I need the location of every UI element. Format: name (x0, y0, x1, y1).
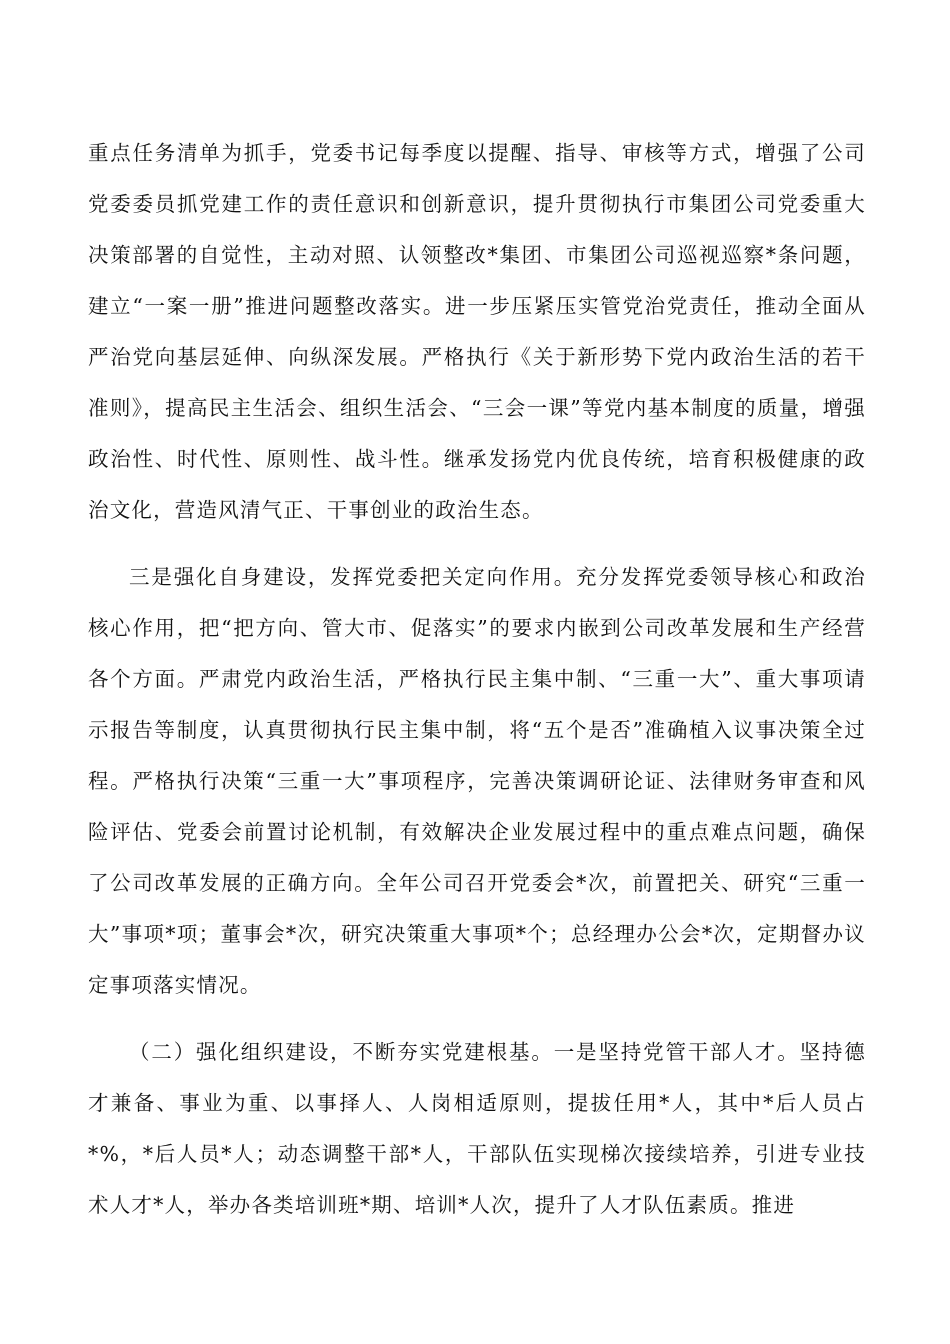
paragraph-1: 重点任务清单为抓手，党委书记每季度以提醒、指导、审核等方式，增强了公司党委委员抓党建工作的责任意识和创新意识，提升贯彻执行市集团公司党委重大决策部署的自觉性，主动对照、认领整改*集团、市集团公司巡视巡察*条问题，建立“一案一册”推进问题整改落实。进一步压紧压实管党治党责任，推动全面从严治党向基层延伸、向纵深发展。严格执行《关于新形势下党内政治生活的若干准则》，提高民主生活会、组织生活会、“三会一课”等党内基本制度的质量，增强政治性、时代性、原则性、战斗性。继承发扬党内优良传统，培育积极健康的政治文化，营造风清气正、干事创业的政治生态。 (88, 141, 866, 522)
paragraph-3: （二）强化组织建设，不断夯实党建根基。一是坚持党管干部人才。坚持德才兼备、事业为重、以事择人、人岗相适原则，提拔任用*人，其中*后人员占*%，*后人员*人；动态调整干部*人，干部队伍实现梯次接续培养，引进专业技术人才*人，举办各类培训班*期、培训*人次，提升了人才队伍素质。推进 (88, 1040, 866, 1217)
paragraph-2: 三是强化自身建设，发挥党委把关定向作用。充分发挥党委领导核心和政治核心作用，把“把方向、管大市、促落实”的要求内嵌到公司改革发展和生产经营各个方面。严肃党内政治生活，严格执行民主集中制、“三重一大”、重大事项请示报告等制度，认真贯彻执行民主集中制，将“五个是否”准确植入议事决策全过程。严格执行决策“三重一大”事项程序，完善决策调研论证、法律财务审查和风险评估、党委会前置讨论机制，有效解决企业发展过程中的重点难点问题，确保了公司改革发展的正确方向。全年公司召开党委会*次，前置把关、研究“三重一大”事项*项；董事会*次，研究决策重大事项*个；总经理办公会*次，定期督办议定事项落实情况。 (88, 565, 866, 997)
document-body (88, 128, 866, 1231)
